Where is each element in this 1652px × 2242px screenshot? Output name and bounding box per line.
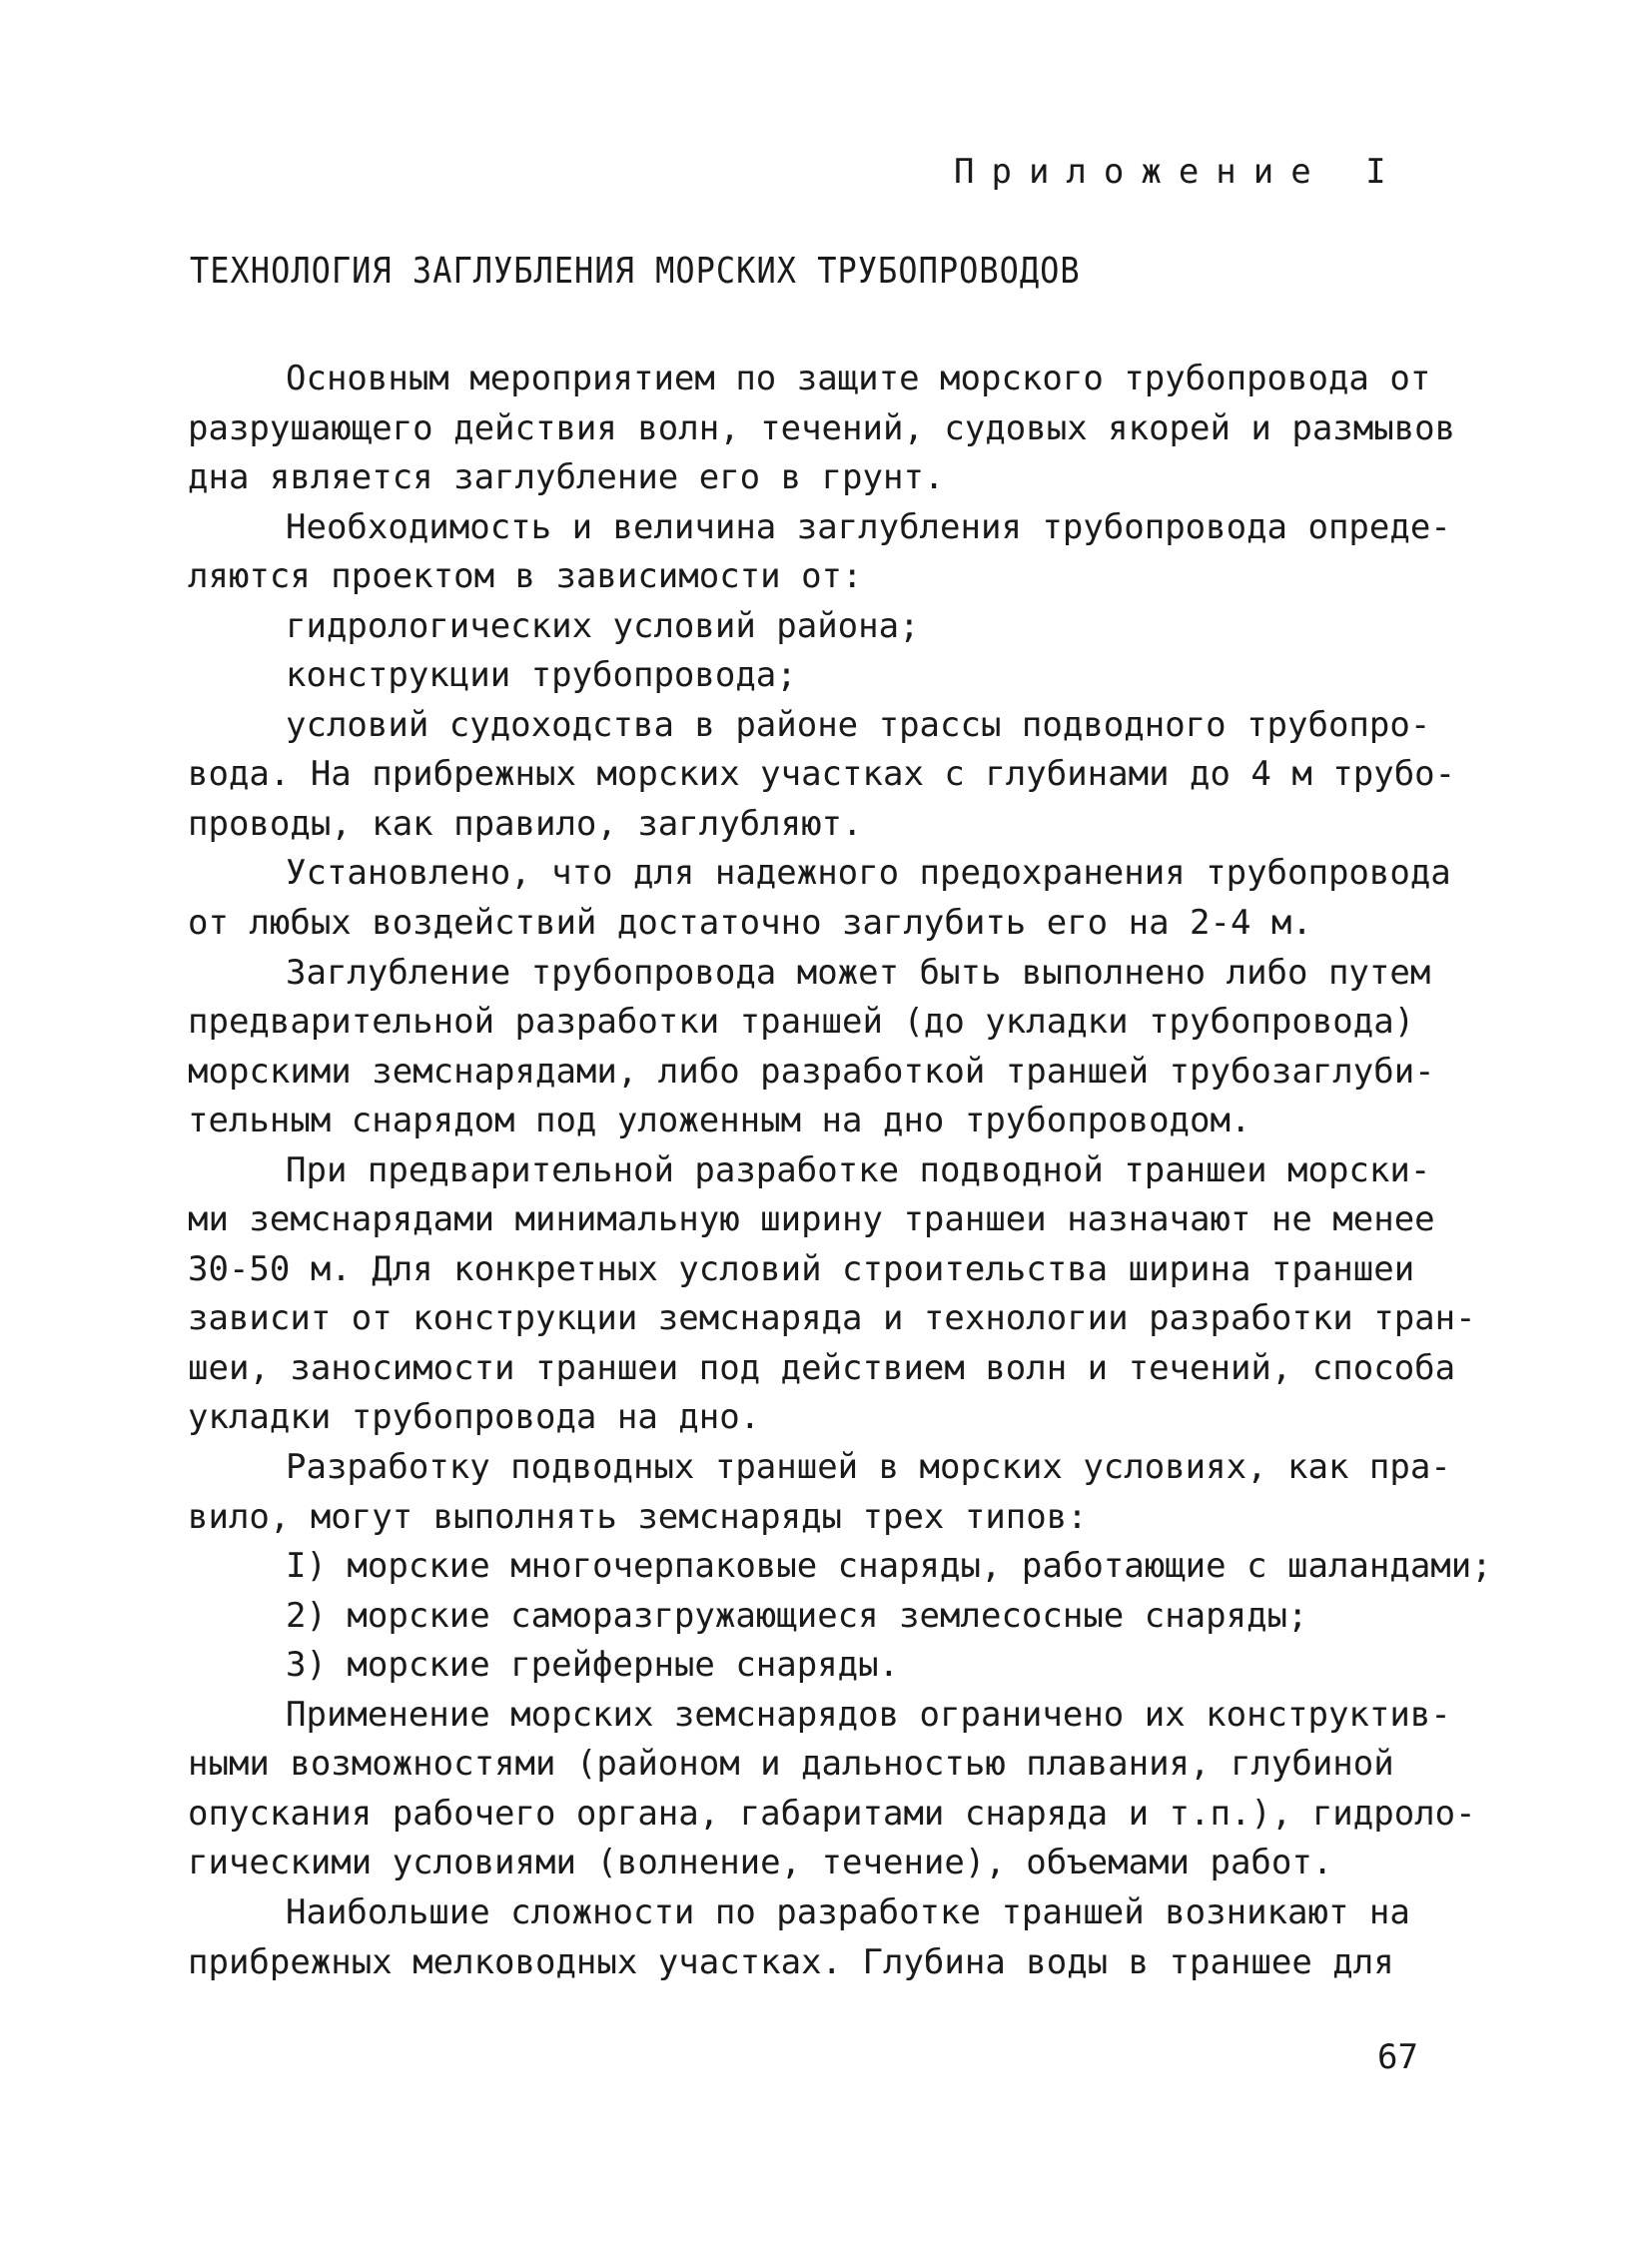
body-text xyxy=(188,355,1492,1987)
text-line: 2) морские саморазгружающиеся землесосные снаряды; xyxy=(286,1595,1308,1636)
text-line: ми земснарядами минимальную ширину траншеи назначают не менее xyxy=(188,1199,1435,1240)
text-line: конструкции трубопровода; xyxy=(286,655,797,696)
text-line: предварительной разработки траншей (до укладки трубопровода) xyxy=(188,1002,1415,1043)
text-line: ными возможностями (районом и дальностью плавания, глубиной xyxy=(188,1744,1394,1785)
page-number: 67 xyxy=(1377,2037,1418,2077)
text-line: от любых воздействий достаточно заглубить его на 2-4 м. xyxy=(188,903,1312,944)
text-line: Применение морских земснарядов ограничено их конструктив- xyxy=(286,1694,1451,1735)
text-line: проводы, как правило, заглубляют. xyxy=(188,803,863,844)
text-line: гидрологических условий района; xyxy=(286,605,920,646)
text-line: гическими условиями (волнение, течение), объемами работ. xyxy=(188,1843,1333,1883)
text-line: Разработку подводных траншей в морских условиях, как пра- xyxy=(286,1447,1451,1488)
text-line: условий судоходства в районе трассы подводного трубопро- xyxy=(286,704,1431,745)
text-line: укладки трубопровода на дно. xyxy=(188,1397,761,1438)
text-line: опускания рабочего органа, габаритами снаряда и т.п.), гидроло- xyxy=(188,1793,1476,1834)
text-line: разрушающего действия волн, течений, судовых якорей и размывов xyxy=(188,407,1456,448)
text-line: I) морские многочерпаковые снаряды, работающие с шаландами; xyxy=(286,1546,1492,1587)
text-line: 3) морские грейферные снаряды. xyxy=(286,1645,900,1686)
text-line: Заглубление трубопровода может быть выполнено либо путем xyxy=(286,952,1431,993)
text-line: тельным снарядом под уложенным на дно трубопроводом. xyxy=(188,1101,1251,1141)
text-line: морскими земснарядами, либо разработкой траншей трубозаглуби- xyxy=(188,1051,1435,1092)
text-line: 30-50 м. Для конкретных условий строительства ширина траншеи xyxy=(188,1248,1415,1289)
text-line: Наибольшие сложности по разработке траншей возникают на xyxy=(286,1891,1410,1932)
text-line: шеи, заносимости траншеи под действием волн и течений, способа xyxy=(188,1347,1456,1388)
text-line: вода. На прибрежных морских участках с глубинами до 4 м трубо- xyxy=(188,754,1456,795)
text-line: ляются проектом в зависимости от: xyxy=(188,556,863,597)
text-line: прибрежных мелководных участках. Глубина воды в траншее для xyxy=(188,1941,1394,1982)
text-line: вило, могут выполнять земснаряды трех типов: xyxy=(188,1496,1088,1537)
page-title: ТЕХНОЛОГИЯ ЗАГЛУБЛЕНИЯ МОРСКИХ ТРУБОПРОВОДОВ xyxy=(190,250,1081,292)
text-line: Установлено, что для надежного предохранения трубопровода xyxy=(286,853,1451,894)
text-line: Необходимость и величина заглубления трубопровода опреде- xyxy=(286,506,1451,547)
appendix-label: Приложение I xyxy=(954,152,1403,192)
text-line: дна является заглубление его в грунт. xyxy=(188,457,945,498)
text-line: При предварительной разработке подводной траншеи морски- xyxy=(286,1149,1431,1190)
text-line: зависит от конструкции земснаряда и технологии разработки тран- xyxy=(188,1298,1476,1339)
text-line: Основным мероприятием по защите морского трубопровода от xyxy=(286,359,1431,398)
